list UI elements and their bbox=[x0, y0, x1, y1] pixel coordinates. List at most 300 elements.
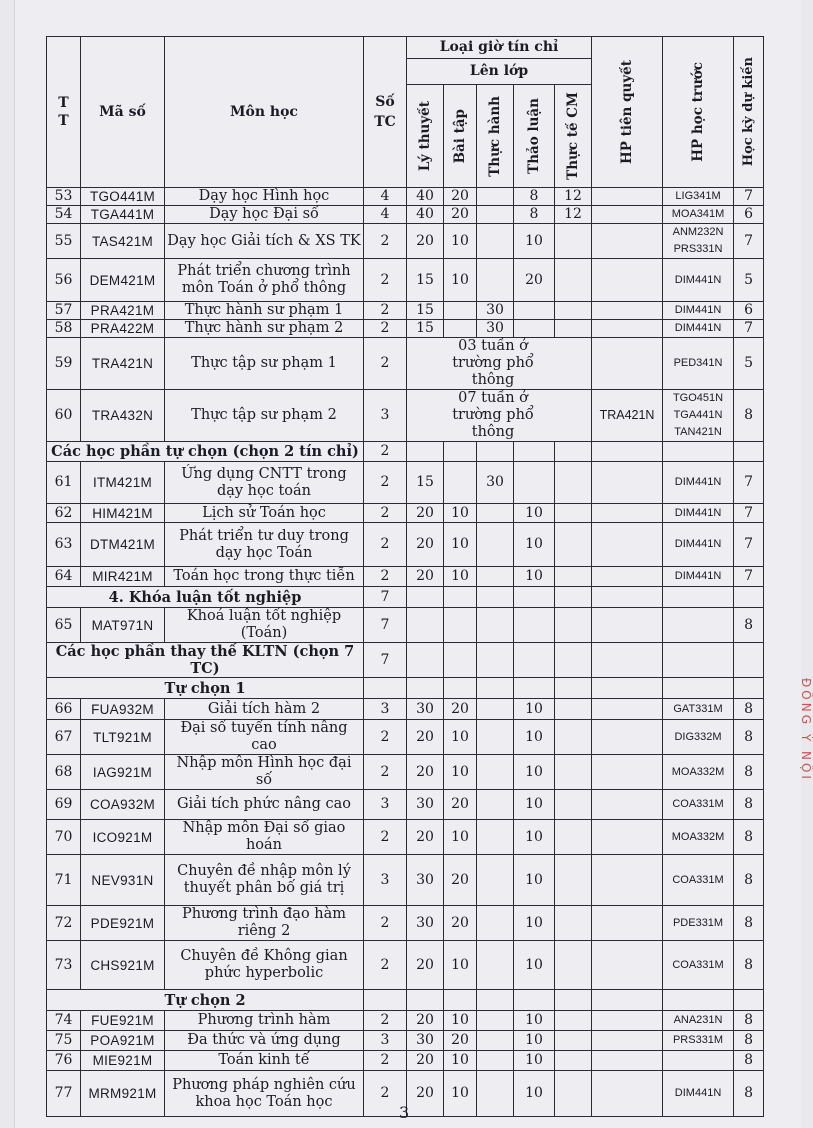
cell-ma-so: PRA422M bbox=[81, 320, 165, 338]
table-body bbox=[47, 188, 764, 1117]
cell-hp-tien-quyet bbox=[592, 523, 663, 567]
empty-cell bbox=[734, 678, 764, 699]
cell-thao-luan: 10 bbox=[514, 941, 555, 990]
cell-thao-luan bbox=[514, 320, 555, 338]
cell-so-tc: 2 bbox=[364, 523, 407, 567]
empty-cell bbox=[555, 990, 592, 1011]
section-row bbox=[47, 678, 764, 699]
cell-hp-tien-quyet bbox=[592, 567, 663, 587]
cell-tt: 66 bbox=[47, 699, 81, 720]
cell-so-tc: 2 bbox=[364, 1051, 407, 1071]
table-row bbox=[47, 188, 764, 206]
cell-hoc-ky: 8 bbox=[734, 906, 764, 941]
cell-tt: 70 bbox=[47, 820, 81, 855]
cell-hp-hoc-truoc: PDE331M bbox=[663, 906, 734, 941]
cell-mon-hoc: Giải tích phức nâng cao bbox=[165, 790, 364, 820]
cell-hp-tien-quyet bbox=[592, 504, 663, 523]
col-ly-thuyet: Lý thuyết bbox=[407, 85, 444, 188]
section-label: Tự chọn 1 bbox=[47, 678, 364, 699]
cell-thao-luan: 8 bbox=[514, 188, 555, 206]
cell-hp-tien-quyet bbox=[592, 188, 663, 206]
empty-cell bbox=[407, 678, 444, 699]
empty-cell bbox=[734, 587, 764, 608]
cell-ly-thuyet: 40 bbox=[407, 188, 444, 206]
section-label: 4. Khóa luận tốt nghiệp bbox=[47, 587, 364, 608]
empty-cell bbox=[592, 990, 663, 1011]
cell-mon-hoc: Ứng dụng CNTT trong dạy học toán bbox=[165, 462, 364, 504]
cell-thuc-te-cm bbox=[555, 1071, 592, 1117]
cell-bai-tap: 10 bbox=[444, 504, 477, 523]
cell-bai-tap: 20 bbox=[444, 699, 477, 720]
empty-cell bbox=[555, 587, 592, 608]
cell-hoc-ky: 6 bbox=[734, 206, 764, 224]
cell-hp-hoc-truoc: DIM441N bbox=[663, 302, 734, 320]
cell-tt: 68 bbox=[47, 755, 81, 790]
empty-cell bbox=[444, 643, 477, 678]
empty-cell bbox=[444, 678, 477, 699]
cell-hp-tien-quyet bbox=[592, 790, 663, 820]
empty-cell bbox=[477, 643, 514, 678]
col-hp-tien-quyet: HP tiên quyết bbox=[592, 37, 663, 188]
cell-thuc-te-cm bbox=[555, 320, 592, 338]
section-row bbox=[47, 990, 764, 1011]
cell-mon-hoc: Chuyên đề Không gian phức hyperbolic bbox=[165, 941, 364, 990]
cell-tt: 76 bbox=[47, 1051, 81, 1071]
empty-cell bbox=[734, 990, 764, 1011]
cell-so-tc: 2 bbox=[364, 338, 407, 390]
cell-tt: 56 bbox=[47, 259, 81, 302]
cell-hp-tien-quyet bbox=[592, 320, 663, 338]
section-credits: 2 bbox=[364, 442, 407, 462]
cell-ly-thuyet: 20 bbox=[407, 941, 444, 990]
cell-ma-so: FUA932M bbox=[81, 699, 165, 720]
empty-cell bbox=[592, 678, 663, 699]
cell-hp-tien-quyet bbox=[592, 259, 663, 302]
cell-hp-tien-quyet bbox=[592, 820, 663, 855]
cell-ma-so: FUE921M bbox=[81, 1011, 165, 1031]
cell-hp-hoc-truoc bbox=[663, 608, 734, 643]
empty-cell bbox=[663, 990, 734, 1011]
cell-so-tc: 2 bbox=[364, 259, 407, 302]
cell-bai-tap: 10 bbox=[444, 1071, 477, 1117]
cell-thao-luan bbox=[514, 608, 555, 643]
cell-mon-hoc: Thực tập sư phạm 1 bbox=[165, 338, 364, 390]
cell-hp-hoc-truoc: ANA231N bbox=[663, 1011, 734, 1031]
cell-hp-tien-quyet bbox=[592, 1051, 663, 1071]
col-tt: T T bbox=[47, 37, 81, 188]
cell-mon-hoc: Toán kinh tế bbox=[165, 1051, 364, 1071]
col-thuc-te-cm: Thực tế CM bbox=[555, 85, 592, 188]
cell-thuc-te-cm bbox=[555, 1051, 592, 1071]
table-row bbox=[47, 390, 764, 442]
table-row bbox=[47, 462, 764, 504]
cell-hp-tien-quyet bbox=[592, 206, 663, 224]
cell-thuc-hanh: 30 bbox=[477, 320, 514, 338]
cell-mon-hoc: Thực tập sư phạm 2 bbox=[165, 390, 364, 442]
table-row bbox=[47, 820, 764, 855]
cell-mon-hoc: Đa thức và ứng dụng bbox=[165, 1031, 364, 1051]
cell-thuc-te-cm bbox=[555, 941, 592, 990]
cell-bai-tap bbox=[444, 302, 477, 320]
cell-thuc-te-cm bbox=[555, 608, 592, 643]
empty-cell bbox=[444, 587, 477, 608]
table-row bbox=[47, 302, 764, 320]
cell-hp-hoc-truoc: PED341N bbox=[663, 338, 734, 390]
cell-thuc-hanh: 30 bbox=[477, 462, 514, 504]
cell-so-tc: 3 bbox=[364, 1031, 407, 1051]
empty-cell bbox=[407, 587, 444, 608]
document-page bbox=[14, 0, 813, 1128]
cell-hp-hoc-truoc: COA331M bbox=[663, 790, 734, 820]
cell-so-tc: 2 bbox=[364, 906, 407, 941]
cell-tt: 61 bbox=[47, 462, 81, 504]
cell-ly-thuyet: 30 bbox=[407, 906, 444, 941]
cell-thuc-hanh bbox=[477, 1011, 514, 1031]
cell-hoc-ky: 6 bbox=[734, 302, 764, 320]
cell-hoc-ky: 5 bbox=[734, 259, 764, 302]
empty-cell bbox=[514, 643, 555, 678]
empty-cell bbox=[407, 643, 444, 678]
empty-cell bbox=[592, 442, 663, 462]
cell-ly-thuyet: 20 bbox=[407, 720, 444, 755]
table-row bbox=[47, 338, 764, 390]
cell-tt: 54 bbox=[47, 206, 81, 224]
cell-hp-hoc-truoc: COA331M bbox=[663, 941, 734, 990]
cell-ma-so: PRA421M bbox=[81, 302, 165, 320]
cell-mon-hoc: Dạy học Giải tích & XS TK bbox=[165, 224, 364, 259]
cell-hp-tien-quyet bbox=[592, 462, 663, 504]
cell-so-tc: 2 bbox=[364, 755, 407, 790]
cell-hoc-ky: 8 bbox=[734, 1051, 764, 1071]
cell-mon-hoc: Phát triển chương trình môn Toán ở phổ thông bbox=[165, 259, 364, 302]
table-row bbox=[47, 320, 764, 338]
cell-mon-hoc: Giải tích hàm 2 bbox=[165, 699, 364, 720]
cell-thuc-hanh bbox=[477, 224, 514, 259]
col-hoc-ky: Học kỳ dự kiến bbox=[734, 37, 764, 188]
cell-hp-tien-quyet bbox=[592, 302, 663, 320]
empty-cell bbox=[477, 587, 514, 608]
table-row bbox=[47, 855, 764, 906]
cell-ly-thuyet: 30 bbox=[407, 699, 444, 720]
section-label: Các học phần thay thế KLTN (chọn 7 TC) bbox=[47, 643, 364, 678]
cell-thuc-te-cm: 12 bbox=[555, 206, 592, 224]
cell-thuc-te-cm bbox=[555, 855, 592, 906]
cell-thao-luan: 10 bbox=[514, 699, 555, 720]
cell-hp-tien-quyet bbox=[592, 1031, 663, 1051]
cell-thao-luan: 10 bbox=[514, 1071, 555, 1117]
cell-tt: 77 bbox=[47, 1071, 81, 1117]
cell-hoc-ky: 8 bbox=[734, 1031, 764, 1051]
empty-cell bbox=[444, 442, 477, 462]
cell-thuc-te-cm bbox=[555, 224, 592, 259]
cell-ma-so: ITM421M bbox=[81, 462, 165, 504]
cell-ly-thuyet: 15 bbox=[407, 259, 444, 302]
cell-ly-thuyet: 30 bbox=[407, 1031, 444, 1051]
cell-thuc-hanh bbox=[477, 699, 514, 720]
cell-thao-luan bbox=[514, 462, 555, 504]
cell-ly-thuyet bbox=[407, 608, 444, 643]
cell-ma-so: MIE921M bbox=[81, 1051, 165, 1071]
cell-hp-hoc-truoc: MOA332M bbox=[663, 820, 734, 855]
cell-hp-tien-quyet bbox=[592, 906, 663, 941]
cell-hp-tien-quyet bbox=[592, 720, 663, 755]
cell-bai-tap: 20 bbox=[444, 206, 477, 224]
cell-hp-hoc-truoc: DIM441N bbox=[663, 523, 734, 567]
cell-thao-luan: 10 bbox=[514, 523, 555, 567]
cell-ly-thuyet: 15 bbox=[407, 320, 444, 338]
page-number: 3 bbox=[399, 1103, 410, 1122]
cell-bai-tap: 20 bbox=[444, 188, 477, 206]
section-credits: 7 bbox=[364, 587, 407, 608]
cell-bai-tap: 10 bbox=[444, 1011, 477, 1031]
cell-mon-hoc: Đại số tuyến tính nâng cao bbox=[165, 720, 364, 755]
cell-thao-luan: 10 bbox=[514, 790, 555, 820]
cell-hoc-ky: 7 bbox=[734, 188, 764, 206]
cell-mon-hoc: Phương pháp nghiên cứu khoa học Toán học bbox=[165, 1071, 364, 1117]
cell-hp-hoc-truoc: ANM232N PRS331N bbox=[663, 224, 734, 259]
cell-ma-so: MAT971N bbox=[81, 608, 165, 643]
table-row bbox=[47, 1011, 764, 1031]
cell-bai-tap: 20 bbox=[444, 1031, 477, 1051]
cell-thuc-hanh bbox=[477, 504, 514, 523]
cell-mon-hoc: Nhập môn Đại số giao hoán bbox=[165, 820, 364, 855]
table-row bbox=[47, 755, 764, 790]
cell-mon-hoc: Nhập môn Hình học đại số bbox=[165, 755, 364, 790]
cell-thuc-hanh bbox=[477, 720, 514, 755]
cell-hoc-ky: 8 bbox=[734, 855, 764, 906]
cell-hp-tien-quyet bbox=[592, 224, 663, 259]
col-loai-gio: Loại giờ tín chỉ bbox=[407, 37, 592, 59]
cell-so-tc: 3 bbox=[364, 699, 407, 720]
cell-ma-so: ICO921M bbox=[81, 820, 165, 855]
cell-ma-so: TRA421N bbox=[81, 338, 165, 390]
cell-mon-hoc: Toán học trong thực tiễn bbox=[165, 567, 364, 587]
cell-mon-hoc: Khoá luận tốt nghiệp (Toán) bbox=[165, 608, 364, 643]
table-row bbox=[47, 1031, 764, 1051]
cell-so-tc: 2 bbox=[364, 224, 407, 259]
cell-ma-so: COA932M bbox=[81, 790, 165, 820]
cell-hoc-ky: 8 bbox=[734, 390, 764, 442]
cell-so-tc: 2 bbox=[364, 941, 407, 990]
cell-thuc-te-cm bbox=[555, 906, 592, 941]
cell-thuc-te-cm bbox=[555, 302, 592, 320]
table-row bbox=[47, 720, 764, 755]
cell-thao-luan: 8 bbox=[514, 206, 555, 224]
empty-cell bbox=[477, 442, 514, 462]
cell-ly-thuyet: 15 bbox=[407, 462, 444, 504]
cell-ma-so: TGO441M bbox=[81, 188, 165, 206]
table-row bbox=[47, 941, 764, 990]
cell-so-tc: 2 bbox=[364, 302, 407, 320]
cell-hoc-ky: 7 bbox=[734, 504, 764, 523]
col-thao-luan: Thảo luận bbox=[514, 85, 555, 188]
cell-so-tc: 3 bbox=[364, 390, 407, 442]
cell-hp-tien-quyet: TRA421N bbox=[592, 390, 663, 442]
cell-hp-tien-quyet bbox=[592, 755, 663, 790]
cell-hp-hoc-truoc: PRS331M bbox=[663, 1031, 734, 1051]
cell-ma-so: DEM421M bbox=[81, 259, 165, 302]
cell-ly-thuyet: 20 bbox=[407, 820, 444, 855]
section-credits bbox=[364, 990, 407, 1011]
cell-hp-hoc-truoc: DIM441N bbox=[663, 462, 734, 504]
cell-thuc-hanh bbox=[477, 755, 514, 790]
col-len-lop: Lên lớp bbox=[407, 59, 592, 85]
cell-hoc-ky: 7 bbox=[734, 523, 764, 567]
cell-thuc-hanh bbox=[477, 567, 514, 587]
cell-thao-luan: 10 bbox=[514, 855, 555, 906]
cell-thuc-te-cm: 12 bbox=[555, 188, 592, 206]
cell-hoc-ky: 8 bbox=[734, 608, 764, 643]
empty-cell bbox=[734, 643, 764, 678]
cell-thuc-hanh bbox=[477, 1031, 514, 1051]
table-row bbox=[47, 567, 764, 587]
cell-ma-so: PDE921M bbox=[81, 906, 165, 941]
empty-cell bbox=[444, 990, 477, 1011]
cell-hoc-ky: 8 bbox=[734, 820, 764, 855]
cell-tt: 63 bbox=[47, 523, 81, 567]
table-row bbox=[47, 206, 764, 224]
table-row bbox=[47, 699, 764, 720]
cell-thuc-te-cm bbox=[555, 567, 592, 587]
empty-cell bbox=[555, 442, 592, 462]
empty-cell bbox=[734, 442, 764, 462]
cell-ly-thuyet: 20 bbox=[407, 523, 444, 567]
cell-thao-luan: 10 bbox=[514, 1051, 555, 1071]
empty-cell bbox=[514, 990, 555, 1011]
cell-thao-luan bbox=[514, 302, 555, 320]
cell-bai-tap: 10 bbox=[444, 259, 477, 302]
cell-ma-so: TRA432N bbox=[81, 390, 165, 442]
cell-thuc-hanh bbox=[477, 259, 514, 302]
cell-tt: 58 bbox=[47, 320, 81, 338]
cell-hp-tien-quyet bbox=[592, 338, 663, 390]
table-row bbox=[47, 523, 764, 567]
cell-bai-tap: 20 bbox=[444, 855, 477, 906]
cell-bai-tap: 10 bbox=[444, 820, 477, 855]
cell-thuc-hanh bbox=[477, 523, 514, 567]
cell-bai-tap: 10 bbox=[444, 1051, 477, 1071]
cell-thuc-te-cm bbox=[555, 790, 592, 820]
col-thuc-hanh: Thực hành bbox=[477, 85, 514, 188]
cell-tt: 71 bbox=[47, 855, 81, 906]
cell-practicum-duration: 07 tuần ở trường phổ thông bbox=[407, 390, 592, 442]
cell-ma-so: HIM421M bbox=[81, 504, 165, 523]
cell-tt: 55 bbox=[47, 224, 81, 259]
cell-hp-tien-quyet bbox=[592, 941, 663, 990]
table-row bbox=[47, 224, 764, 259]
cell-bai-tap: 10 bbox=[444, 755, 477, 790]
cell-thuc-hanh bbox=[477, 906, 514, 941]
cell-ma-so: NEV931N bbox=[81, 855, 165, 906]
table-header bbox=[47, 37, 764, 188]
cell-mon-hoc: Chuyên đề nhập môn lý thuyết phân bố giá trị bbox=[165, 855, 364, 906]
cell-hp-hoc-truoc: DIM441N bbox=[663, 504, 734, 523]
cell-hp-hoc-truoc: DIM441N bbox=[663, 1071, 734, 1117]
cell-tt: 57 bbox=[47, 302, 81, 320]
section-label: Tự chọn 2 bbox=[47, 990, 364, 1011]
cell-so-tc: 2 bbox=[364, 504, 407, 523]
empty-cell bbox=[555, 678, 592, 699]
cell-hp-hoc-truoc: DIG332M bbox=[663, 720, 734, 755]
cell-practicum-duration: 03 tuần ở trường phổ thông bbox=[407, 338, 592, 390]
cell-hp-tien-quyet bbox=[592, 855, 663, 906]
cell-hp-hoc-truoc: TGO451N TGA441N TAN421N bbox=[663, 390, 734, 442]
cell-ma-so: TGA441M bbox=[81, 206, 165, 224]
table-row bbox=[47, 608, 764, 643]
empty-cell bbox=[555, 643, 592, 678]
cell-thuc-hanh bbox=[477, 1051, 514, 1071]
cell-ly-thuyet: 20 bbox=[407, 755, 444, 790]
cell-hp-hoc-truoc: MOA341M bbox=[663, 206, 734, 224]
cell-hoc-ky: 7 bbox=[734, 462, 764, 504]
cell-hoc-ky: 8 bbox=[734, 1011, 764, 1031]
cell-tt: 60 bbox=[47, 390, 81, 442]
cell-thao-luan: 10 bbox=[514, 1031, 555, 1051]
cell-hoc-ky: 8 bbox=[734, 755, 764, 790]
cell-ma-so: CHS921M bbox=[81, 941, 165, 990]
cell-so-tc: 2 bbox=[364, 1071, 407, 1117]
cell-hp-hoc-truoc: COA331M bbox=[663, 855, 734, 906]
cell-tt: 73 bbox=[47, 941, 81, 990]
cell-hoc-ky: 7 bbox=[734, 224, 764, 259]
cell-thuc-hanh bbox=[477, 608, 514, 643]
cell-hoc-ky: 5 bbox=[734, 338, 764, 390]
cell-ly-thuyet: 20 bbox=[407, 1071, 444, 1117]
cell-hp-hoc-truoc: DIM441N bbox=[663, 259, 734, 302]
cell-hp-hoc-truoc: DIM441N bbox=[663, 320, 734, 338]
cell-thuc-hanh bbox=[477, 206, 514, 224]
cell-thuc-te-cm bbox=[555, 755, 592, 790]
cell-bai-tap: 20 bbox=[444, 906, 477, 941]
cell-ly-thuyet: 15 bbox=[407, 302, 444, 320]
cell-so-tc: 4 bbox=[364, 188, 407, 206]
cell-hp-tien-quyet bbox=[592, 1071, 663, 1117]
cell-thuc-hanh bbox=[477, 820, 514, 855]
cell-thuc-hanh bbox=[477, 1071, 514, 1117]
cell-mon-hoc: Phát triển tư duy trong dạy học Toán bbox=[165, 523, 364, 567]
cell-hoc-ky: 8 bbox=[734, 720, 764, 755]
cell-hp-tien-quyet bbox=[592, 1011, 663, 1031]
cell-bai-tap: 10 bbox=[444, 720, 477, 755]
table-row bbox=[47, 790, 764, 820]
cell-mon-hoc: Dạy học Đại số bbox=[165, 206, 364, 224]
cell-ly-thuyet: 40 bbox=[407, 206, 444, 224]
cell-so-tc: 2 bbox=[364, 720, 407, 755]
cell-thao-luan: 10 bbox=[514, 720, 555, 755]
empty-cell bbox=[514, 442, 555, 462]
cell-ly-thuyet: 20 bbox=[407, 504, 444, 523]
cell-bai-tap: 20 bbox=[444, 790, 477, 820]
cell-hp-hoc-truoc: GAT331M bbox=[663, 699, 734, 720]
empty-cell bbox=[663, 442, 734, 462]
cell-so-tc: 2 bbox=[364, 462, 407, 504]
cell-bai-tap: 10 bbox=[444, 567, 477, 587]
cell-thuc-te-cm bbox=[555, 699, 592, 720]
cell-hp-hoc-truoc bbox=[663, 1051, 734, 1071]
cell-hoc-ky: 8 bbox=[734, 790, 764, 820]
cell-mon-hoc: Thực hành sư phạm 1 bbox=[165, 302, 364, 320]
cell-ma-so: POA921M bbox=[81, 1031, 165, 1051]
cell-hoc-ky: 7 bbox=[734, 320, 764, 338]
cell-so-tc: 2 bbox=[364, 567, 407, 587]
table-row bbox=[47, 1051, 764, 1071]
empty-cell bbox=[407, 990, 444, 1011]
cell-tt: 75 bbox=[47, 1031, 81, 1051]
cell-thao-luan: 20 bbox=[514, 259, 555, 302]
cell-mon-hoc: Phương trình đạo hàm riêng 2 bbox=[165, 906, 364, 941]
cell-tt: 62 bbox=[47, 504, 81, 523]
cell-hoc-ky: 8 bbox=[734, 941, 764, 990]
